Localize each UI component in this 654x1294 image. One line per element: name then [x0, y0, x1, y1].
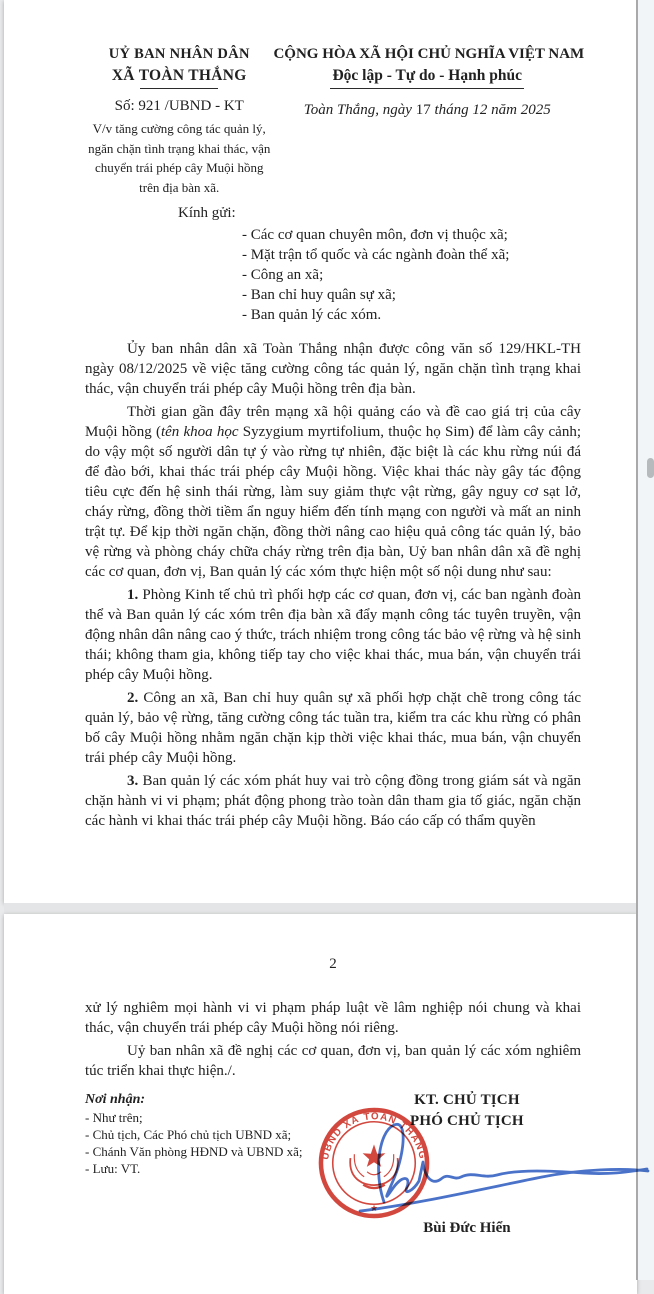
noi-nhan-item: - Như trên;: [85, 1110, 143, 1125]
item-number: 1.: [127, 587, 139, 603]
noi-nhan-label: Nơi nhận:: [85, 1092, 146, 1107]
national-motto-text: Độc lập - Tự do - Hạnh phúc: [330, 65, 523, 89]
national-header-block: [273, 44, 585, 197]
noi-nhan-item: - Chủ tịch, Các Phó chủ tịch UBND xã;: [85, 1127, 292, 1142]
date-prefix: Toàn Thắng, ngày: [303, 102, 416, 118]
body-paragraph: Ủy ban nhân dân xã Toàn Thắng nhận được công văn số 129/HKL-TH ngày 08/12/2025 về việc tăng cường công tác quản lý, ngăn chặn tình trạng khai thác, vận chuyển trái phép cây Muội hồng trên địa bàn.: [85, 341, 581, 397]
subject-line: trên địa bàn xã.: [139, 179, 220, 195]
numbered-item: [85, 771, 581, 831]
recipient-line: - Ban quản lý các xóm.: [242, 307, 382, 323]
salutation: Kính gửi:: [178, 205, 236, 221]
item-number: 3.: [127, 773, 139, 789]
document-number: Số: 921 /UBND - KT: [114, 98, 244, 114]
scrollbar-thumb[interactable]: [647, 458, 654, 478]
signer-authority: KT. CHỦ TỊCH: [414, 1092, 520, 1108]
stamp-star: ★: [370, 1203, 378, 1214]
closing-paragraph: Uỷ ban nhân xã đề nghị các cơ quan, đơn vị, ban quản lý các xóm nghiêm túc triển khai thực hiện./.: [85, 1043, 581, 1079]
page-number: 2: [329, 956, 337, 972]
letterhead: [85, 44, 585, 197]
paragraph-text: Syzygium myrtifolium, thuộc họ Sim) để làm cây cảnh; do vậy một số người dân tự ý vào rừng tự nhiên, đặc biệt là các khu rừng núi đá để đào bới, khai thác trái phép cây Muội hồng. Việc khai thác này gây tác động tiêu cực đến hệ sinh thái rừng, làm suy giảm thực vật rừng, gây nguy cơ sạt lở, cháy rừng, đồng thời tiềm ẩn nguy hiểm đến tính mạng con người và mất an ninh trật tự. Để kịp thời ngăn chặn, đồng thời nâng cao hiệu quả công tác quản lý, bảo vệ rừng và phòng cháy chữa cháy rừng trên địa bàn, Uỷ ban nhân dân xã đề nghị các cơ quan, đơn vị, Ban quản lý các xóm thực hiện một số nội dung như sau:: [85, 424, 581, 580]
national-motto: [273, 65, 581, 89]
national-title: CỘNG HÒA XÃ HỘI CHỦ NGHĨA VIỆT NAM: [273, 46, 585, 62]
signer-name: Bùi Đức Hiển: [423, 1220, 511, 1236]
item-number: 2.: [127, 690, 139, 706]
noi-nhan-item: - Chánh Văn phòng HĐND và UBND xã;: [85, 1144, 303, 1159]
noi-nhan-item: - Lưu: VT.: [85, 1161, 141, 1176]
item-text: Phòng Kinh tế chủ trì phối hợp các cơ quan, đơn vị, các ban ngành đoàn thể và Ban quản lý các xóm trên địa bàn xã đẩy mạnh công tác tuyên truyền, vận động nhân dân nâng cao ý thức, trách nhiệm trong công tác bảo vệ rừng và hệ sinh thái; không tham gia, không tiếp tay cho việc khai thác, mua bán, vận chuyển trái phép cây Muội hồng.: [85, 587, 581, 683]
recipient-list: [85, 225, 581, 325]
scrollbar-track[interactable]: [636, 0, 654, 1280]
body-paragraph: [85, 402, 581, 582]
numbered-item: [85, 688, 581, 768]
stamp-arc-text: UBND XÃ TOÀN THẮNG: [320, 1111, 428, 1161]
recipient-line: - Ban chỉ huy quân sự xã;: [242, 287, 396, 303]
issuer-block: [85, 44, 273, 197]
page-gap: [4, 903, 637, 914]
date-day: 17: [415, 102, 431, 118]
item-text: Công an xã, Ban chỉ huy quân sự xã phối hợp chặt chẽ trong công tác quản lý, bảo vệ rừng, tăng cường công tác tuần tra, kiểm tra các khu rừng có phân bố cây Muội hồng nhằm ngăn chặn kịp thời việc khai thác, mua bán, vận chuyển trái phép cây Muội hồng.: [85, 690, 581, 766]
signer-title: PHÓ CHỦ TỊCH: [410, 1113, 524, 1129]
date-line: [273, 100, 581, 120]
document-viewer: [4, 0, 637, 1294]
page-1: [4, 0, 637, 903]
subject-line: ngăn chặn tình trạng khai thác, vận: [88, 140, 271, 156]
subject-line: V/v tăng cường công tác quản lý,: [92, 121, 266, 136]
noi-nhan-block: [85, 1090, 353, 1238]
recipient-line: - Các cơ quan chuyên môn, đơn vị thuộc xã;: [242, 227, 508, 243]
issuer-underline: [140, 88, 218, 89]
numbered-item: [85, 585, 581, 685]
recipient-line: - Công an xã;: [242, 267, 324, 283]
recipient-line: - Mặt trận tổ quốc và các ngành đoàn thể xã;: [242, 247, 510, 263]
date-suffix: tháng 12 năm 2025: [430, 102, 551, 118]
paragraph-text: Thời gian gần đây trên mạng xã hội quảng cáo và đề cao giá trị của cây Muội hồng (: [85, 404, 581, 440]
subject-line: chuyển trái phép cây Muội hồng: [94, 160, 264, 175]
item-text: Ban quản lý các xóm phát huy vai trò cộng đồng trong giám sát và ngăn chặn hành vi vi phạm; phát động phong trào toàn dân tham gia tố giác, ngăn chặn các hành vi khai thác trái phép cây Muội hồng. Báo cáo cấp có thẩm quyền: [85, 773, 581, 829]
signature-scribble: [332, 1112, 652, 1224]
body-paragraph-continuation: xử lý nghiêm mọi hành vi vi phạm pháp luật về lâm nghiệp nói chung và khai thác, vận chuyển trái phép cây Muội hồng nói riêng.: [85, 1000, 581, 1036]
page-2: [4, 914, 637, 1294]
issuer-name-line1: UỶ BAN NHÂN DÂN: [108, 46, 250, 62]
paragraph-italic-text: tên khoa học: [160, 424, 239, 440]
document-subject: [85, 119, 273, 197]
issuer-name-line2: XÃ TOÀN THẮNG: [111, 67, 247, 84]
